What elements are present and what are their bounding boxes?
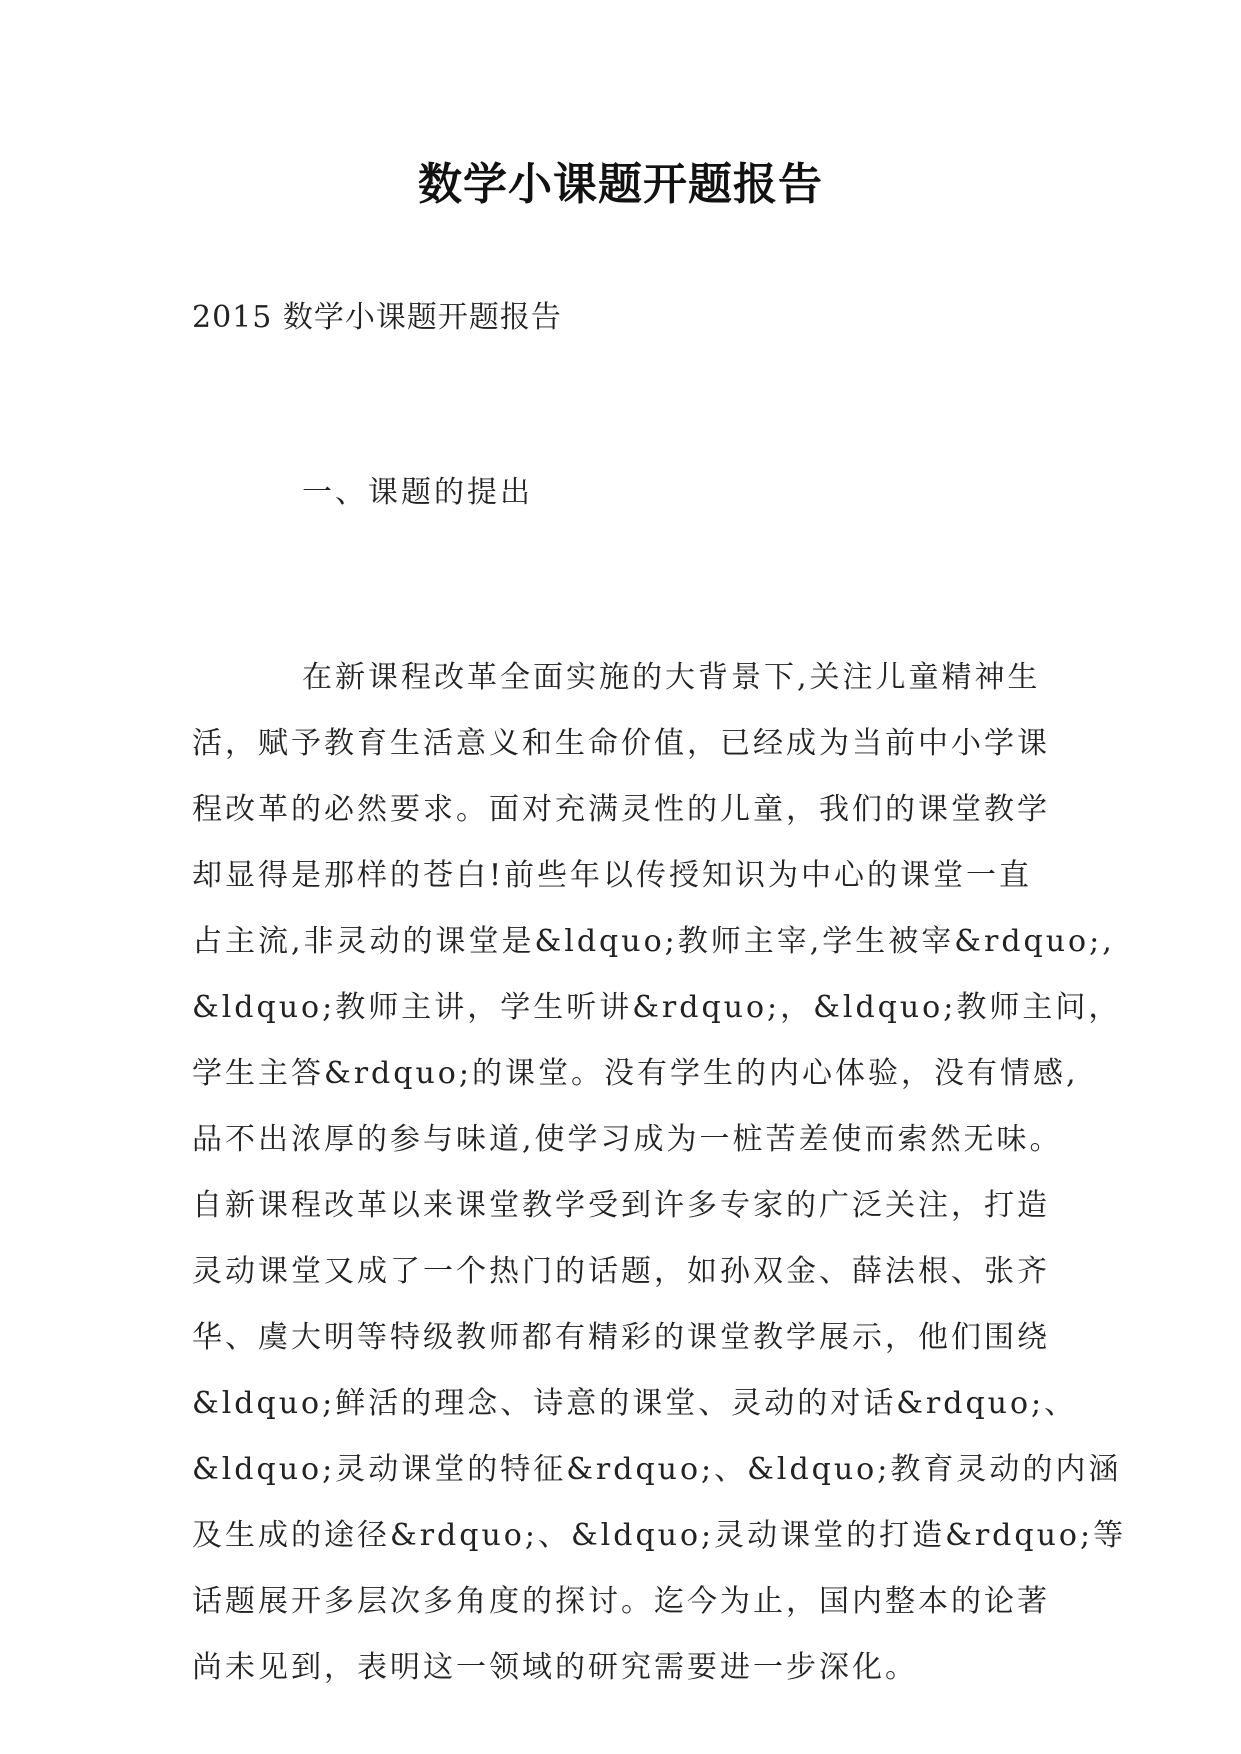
paragraph-line: &ldquo;鲜活的理念、诗意的课堂、灵动的对话&rdquo;、 <box>192 1386 1078 1421</box>
paragraph-line: 灵动课堂又成了一个热门的话题，如孙双金、薛法根、张齐 <box>192 1254 1050 1289</box>
paragraph-line: 在新课程改革全面实施的大背景下,关注儿童精神生 <box>302 660 1041 695</box>
paragraph-line: 品不出浓厚的参与味道,使学习成为一桩苦差使而索然无味。 <box>192 1122 1063 1157</box>
body-paragraph <box>192 645 1127 1701</box>
paragraph-line: 话题展开多层次多角度的探讨。迄今为止，国内整本的论著 <box>192 1584 1050 1619</box>
document-subtitle: 2015 数学小课题开题报告 <box>192 300 562 335</box>
paragraph-line: 华、虞大明等特级教师都有精彩的课堂教学展示，他们围绕 <box>192 1320 1050 1355</box>
paragraph-line: 学生主答&rdquo;的课堂。没有学生的内心体验，没有情感, <box>192 1056 1079 1091</box>
paragraph-line: 占主流,非灵动的课堂是&ldquo;教师主宰,学生被宰&rdquo;, <box>192 924 1115 959</box>
paragraph-line: 尚未见到，表明这一领域的研究需要进一步深化。 <box>192 1650 918 1685</box>
paragraph-line: 程改革的必然要求。面对充满灵性的儿童，我们的课堂教学 <box>192 792 1050 827</box>
paragraph-line: &ldquo;教师主讲，学生听讲&rdquo;，&ldquo;教师主问， <box>192 990 1122 1025</box>
paragraph-line: 却显得是那样的苍白!前些年以传授知识为中心的课堂一直 <box>192 858 1033 893</box>
paragraph-line: &ldquo;灵动课堂的特征&rdquo;、&ldquo;教育灵动的内涵 <box>192 1452 1122 1487</box>
paragraph-line: 自新课程改革以来课堂教学受到许多专家的广泛关注，打造 <box>192 1188 1050 1223</box>
paragraph-line: 及生成的途径&rdquo;、&ldquo;灵动课堂的打造&rdquo;等 <box>192 1518 1127 1553</box>
section-heading: 一、课题的提出 <box>302 475 533 510</box>
paragraph-line: 活，赋予教育生活意义和生命价值，已经成为当前中小学课 <box>192 726 1050 761</box>
document-title: 数学小课题开题报告 <box>418 159 823 210</box>
